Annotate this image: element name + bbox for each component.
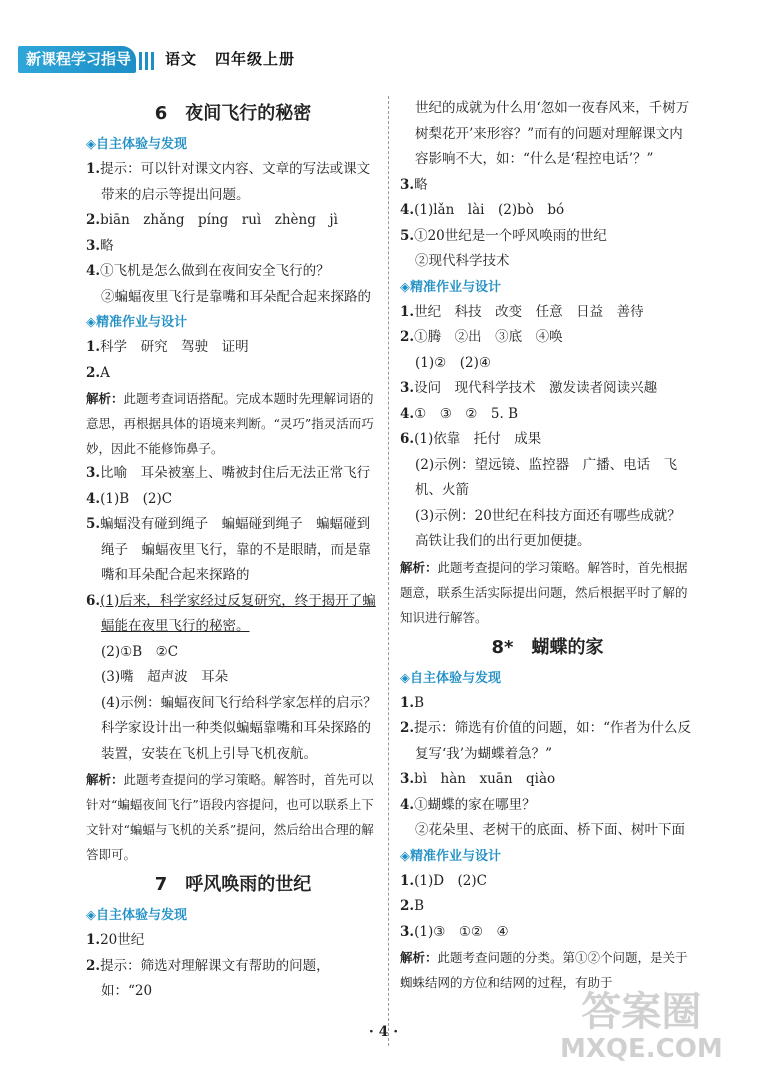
section-heading: ◈精准作业与设计 (400, 848, 501, 864)
explanation: 解析：此题考查提问的学习策略。解答时，首先根据题意，联系生活实际提出问题，然后根据平时了解的知识进行解答。 (400, 559, 688, 625)
left-column (86, 96, 391, 1005)
answer-item: ②蝙蝠夜里飞行是靠嘴和耳朵配合起来探路的 (101, 288, 371, 305)
page-number: · 4 · (368, 1024, 399, 1040)
answer-item: 1.世纪 科技 改变 任意 日益 善待 (400, 303, 644, 320)
subject-label: 语文 (165, 50, 198, 68)
explanation: 解析：此题考查词语搭配。完成本题时先理解词语的意思，再根据具体的语境来判断。“灵巧”指灵活而巧妙，因此不能修饰鼻子。 (86, 391, 374, 456)
answer-item: ②花朵里、老树干的底面、桥下面、树叶下面 (415, 822, 685, 838)
brand-banner: 新课程学习指导 (18, 46, 136, 73)
lesson-8-title: 8* 蝴蝶的家 (491, 636, 604, 658)
watermark-text: 答案圈 (581, 989, 702, 1035)
answer-item: 3.设问 现代科学技术 激发读者阅读兴趣 (400, 380, 658, 396)
watermark (560, 990, 723, 1064)
answer-item: 世纪的成就为什么用‘忽如一夜春风来，千树万树梨花开’来形容？”而有的问题对理解课文内容影响不大，如：“什么是‘程控电话’？” (415, 100, 690, 167)
answer-item: 2.A (86, 364, 110, 381)
answer-item: (4)示例：蝙蝠夜间飞行给科学家怎样的启示？ 科学家设计出一种类似蝙蝠靠嘴和耳朵探路的装置，安装在飞机上引导飞机夜航。 (101, 694, 391, 762)
answer-item: 5.蝙蝠没有碰到绳子 蝙蝠碰到绳子 蝙蝠碰到绳子 蝙蝠夜里飞行，靠的不是眼睛，而是靠嘴和耳朵配合起来探路的 (86, 516, 371, 583)
answer-item: 3.比喻 耳朵被塞上、嘴被封住后无法正常飞行 (86, 465, 371, 481)
section-heading: ◈自主体验与发现 (86, 137, 187, 152)
lesson-6-title: 6 夜间飞行的秘密 (154, 103, 312, 124)
answer-item: 3.(1)③ ①② ④ (400, 923, 509, 940)
answer-item: 4.①蝴蝶的家在哪里？ (400, 796, 536, 813)
answer-item: ②现代科学技术 (415, 253, 510, 269)
answer-item: (3)嘴 超声波 耳朵 (101, 669, 229, 685)
answer-item: 1.20世纪 (86, 932, 145, 948)
answer-item: 1.科学 研究 驾驶 证明 (86, 339, 249, 355)
answer-item: (2)①B ②C (101, 643, 179, 660)
brand-bars-icon (139, 52, 157, 70)
answer-item: 2.提示：筛选有价值的问题，如：“作者为什么反复写‘我’为蝴蝶着急？” (400, 720, 691, 762)
answer-item: (2)示例：望远镜、监控器 广播、电话 飞机、火箭 (415, 456, 678, 498)
section-heading: ◈精准作业与设计 (86, 315, 187, 330)
lesson-7-title: 7 呼风唤雨的世纪 (154, 874, 312, 895)
answer-item: 1.提示：可以针对课文内容、文章的写法或课文带来的启示等提出问题。 (86, 161, 371, 203)
section-heading: ◈精准作业与设计 (400, 279, 501, 295)
answer-item: (1)② (2)④ (415, 354, 491, 371)
answer-item: 4.①飞机是怎么做到在夜间安全飞行的？ (86, 263, 330, 279)
watermark-url: MXQE.COM (560, 1034, 723, 1064)
answer-item: 4.① ③ ② 5. B (400, 405, 518, 422)
answer-item: 4.(1)lǎn lài (2)bò bó (400, 202, 565, 218)
answer-item: 3.略 (86, 237, 114, 254)
answer-item: 2.biān zhǎng píng ruì zhèng jì (86, 212, 338, 228)
answer-item: 1.B (400, 694, 425, 711)
answer-item: 2.提示：筛选对理解课文有帮助的问题，如：“20 (86, 957, 330, 999)
header-info (165, 48, 295, 69)
answer-item: 5.①20世纪是一个呼风唤雨的世纪 (400, 227, 607, 244)
grade-label: 四年级上册 (215, 50, 296, 68)
section-heading: ◈自主体验与发现 (400, 670, 501, 686)
explanation: 解析：此题考查问题的分类。第①②个问题，是关于蜘蛛结网的方位和结网的过程，有助于 (400, 950, 688, 990)
answer-item: 4.(1)B (2)C (86, 490, 173, 507)
right-column (400, 96, 695, 995)
answer-item: 6.(1)后来，科学家经过反复研究，终于揭开了蝙蝠能在夜里飞行的秘密。 (86, 592, 376, 634)
answer-item: (3)示例：20世纪在科技方面还有哪些成就？ 高铁让我们的出行更加便捷。 (415, 507, 695, 549)
page-header (0, 0, 767, 80)
answer-item: 3.bì hàn xuān qiào (400, 771, 556, 787)
answer-item: 2.B (400, 898, 425, 914)
answer-item: 1.(1)D (2)C (400, 872, 487, 889)
answer-item: 3.略 (400, 176, 428, 193)
answer-item: 2.①腾 ②出 ③底 ④唤 (400, 329, 563, 345)
section-heading: ◈自主体验与发现 (86, 908, 187, 923)
answer-item: 6.(1)依靠 托付 成果 (400, 431, 542, 447)
column-divider (388, 96, 389, 1046)
explanation: 解析：此题考查提问的学习策略。解答时，首先可以针对“蝙蝠夜间飞行”语段内容提问，也可以联系上下文针对“蝙蝠与飞机的关系”提问，然后给出合理的解答即可。 (86, 772, 374, 862)
